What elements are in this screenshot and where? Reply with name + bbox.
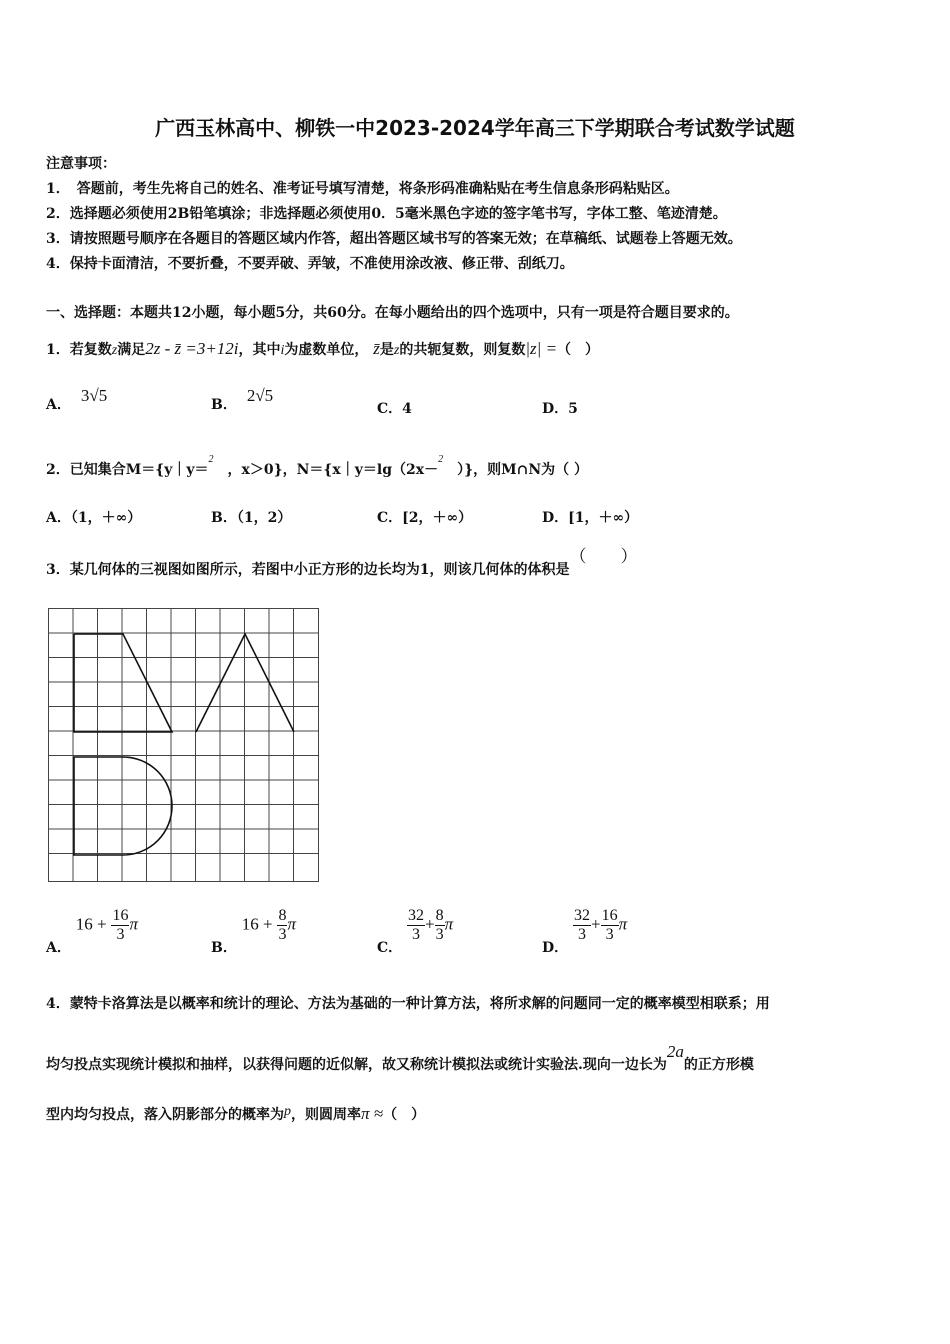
note-item-3: 3．请按照题号顺序在各题目的答题区域内作答，超出答题区域书写的答案无效；在草稿纸、试题卷上答题无效。 xyxy=(46,231,742,247)
option-value: 2√5 xyxy=(246,386,274,405)
q1-abs: |z| = xyxy=(525,339,558,358)
numerator: 16 xyxy=(112,907,129,924)
q1-var: z̄ xyxy=(373,339,380,358)
q1-text: ，其中 xyxy=(238,342,281,358)
denominator: 3 xyxy=(412,926,421,943)
q2-option-b[interactable]: B．（1，2） xyxy=(211,510,292,526)
question-4-line-3 xyxy=(46,1104,425,1124)
q2-text: ，x＞0}，N＝{x｜y＝lg（2x－ xyxy=(227,462,439,478)
fraction xyxy=(573,907,591,944)
option-term: 16 + xyxy=(241,914,273,934)
numerator: 16 xyxy=(601,907,618,924)
option-term: 16 + xyxy=(75,914,107,934)
option-label: C． xyxy=(377,939,403,956)
q1-option-b[interactable] xyxy=(211,386,274,414)
option-label: A． xyxy=(46,397,71,413)
option-label: B． xyxy=(211,397,237,413)
q1-equation: 2z - z̄ =3+12i xyxy=(145,339,239,358)
q4-text: 的正方形模 xyxy=(683,1057,754,1073)
question-3 xyxy=(46,547,638,579)
q4-side-length: 2a xyxy=(666,1042,684,1061)
denominator: 3 xyxy=(116,926,125,943)
denominator: 3 xyxy=(578,926,587,943)
q3-option-d[interactable] xyxy=(542,907,628,956)
q2-text: 2．已知集合M＝{y｜y＝ xyxy=(46,462,209,478)
fraction xyxy=(277,907,287,944)
question-2 xyxy=(46,454,588,479)
q1-paren: （ ） xyxy=(557,342,600,358)
option-value: 3√5 xyxy=(80,386,108,405)
q2-text: ）}，则M∩N为（ ） xyxy=(457,462,588,478)
note-item-4: 4．保持卡面清洁，不要折叠，不要弄破、弄皱，不准使用涂改液、修正带、刮纸刀。 xyxy=(46,256,574,272)
option-label: B． xyxy=(211,939,237,956)
q3-option-a[interactable] xyxy=(46,907,138,956)
exam-title: 广西玉林高中、柳铁一中2023-2024学年高三下学期联合考试数学试题 xyxy=(155,116,795,140)
q2-option-d[interactable]: D．[1，＋∞） xyxy=(542,510,639,526)
question-4-line-1: 4．蒙特卡洛算法是以概率和统计的理论、方法为基础的一种计算方法，将所求解的问题同一定的概率模型相联系；用 xyxy=(46,996,770,1012)
fraction xyxy=(435,907,445,944)
question-1 xyxy=(46,339,599,359)
q2-superscript: 2 xyxy=(438,454,444,465)
q2-superscript: 2 xyxy=(208,454,214,465)
q4-text: 均匀投点实现统计模拟和抽样，以获得问题的近似解，故又称统计模拟法或统计实验法.现向一边长为 xyxy=(46,1057,667,1073)
denominator: 3 xyxy=(278,926,287,943)
numerator: 32 xyxy=(408,907,425,924)
note-item-2: 2．选择题必须使用2B铅笔填涂；非选择题必须使用0．5毫米黑色字迹的签字笔书写，字体工整、笔迹清楚。 xyxy=(46,206,727,222)
q4-probability: p xyxy=(284,1104,291,1119)
numerator: 8 xyxy=(435,907,444,924)
q1-option-c[interactable]: C．4 xyxy=(377,401,412,417)
q3-option-c[interactable] xyxy=(377,907,454,956)
numerator: 32 xyxy=(574,907,591,924)
section-heading: 一、选择题：本题共12小题，每小题5分，共60分。在每小题给出的四个选项中，只有一项是符合题目要求的。 xyxy=(46,305,739,321)
q3-paren: （ ） xyxy=(569,547,638,566)
plus-sign: + xyxy=(425,914,435,934)
q1-text: 1．若复数 xyxy=(46,342,112,358)
numerator: 8 xyxy=(278,907,287,924)
q4-text: ，则圆周率 xyxy=(291,1107,361,1123)
q1-text: 为虚数单位， xyxy=(284,342,369,358)
plus-sign: + xyxy=(591,914,601,934)
q3-option-b[interactable] xyxy=(211,907,296,956)
note-item-1: 1． 答题前，考生先将自己的姓名、准考证号填写清楚，将条形码准确粘贴在考生信息条形码粘贴区。 xyxy=(46,181,679,197)
q4-pi-approx: π ≈ xyxy=(361,1104,384,1123)
q1-var: z xyxy=(393,343,400,358)
pi-symbol: π xyxy=(444,914,454,934)
fraction xyxy=(601,907,619,944)
question-4-line-2 xyxy=(46,1042,754,1074)
fraction xyxy=(111,907,129,944)
q3-text: 3．某几何体的三视图如图所示，若图中小正方形的边长均为1，则该几何体的体积是 xyxy=(46,562,570,578)
pi-symbol: π xyxy=(287,914,296,934)
three-view-figure xyxy=(48,608,320,884)
q2-option-a[interactable]: A．（1，＋∞） xyxy=(46,510,142,526)
q1-option-a[interactable] xyxy=(46,386,108,414)
q1-text: 是 xyxy=(379,342,394,358)
q1-text: 的共轭复数，则复数 xyxy=(399,342,526,358)
q1-option-d[interactable]: D．5 xyxy=(542,401,578,417)
fraction xyxy=(407,907,425,944)
pi-symbol: π xyxy=(129,914,138,934)
q1-text: 满足 xyxy=(117,342,146,358)
denominator: 3 xyxy=(435,926,444,943)
pi-symbol: π xyxy=(618,914,628,934)
q1-var: z xyxy=(111,343,118,358)
q1-var: i xyxy=(280,343,285,358)
notes-heading: 注意事项： xyxy=(46,156,116,172)
front-view xyxy=(74,634,172,732)
option-label: D． xyxy=(542,939,569,956)
denominator: 3 xyxy=(605,926,614,943)
top-view xyxy=(74,757,172,855)
option-label: A． xyxy=(46,939,71,956)
grid xyxy=(49,609,319,882)
q2-option-c[interactable]: C．[2，＋∞） xyxy=(377,510,473,526)
q4-text: 型内均匀投点，落入阴影部分的概率为 xyxy=(46,1107,284,1123)
q4-paren: （ ） xyxy=(383,1107,426,1123)
